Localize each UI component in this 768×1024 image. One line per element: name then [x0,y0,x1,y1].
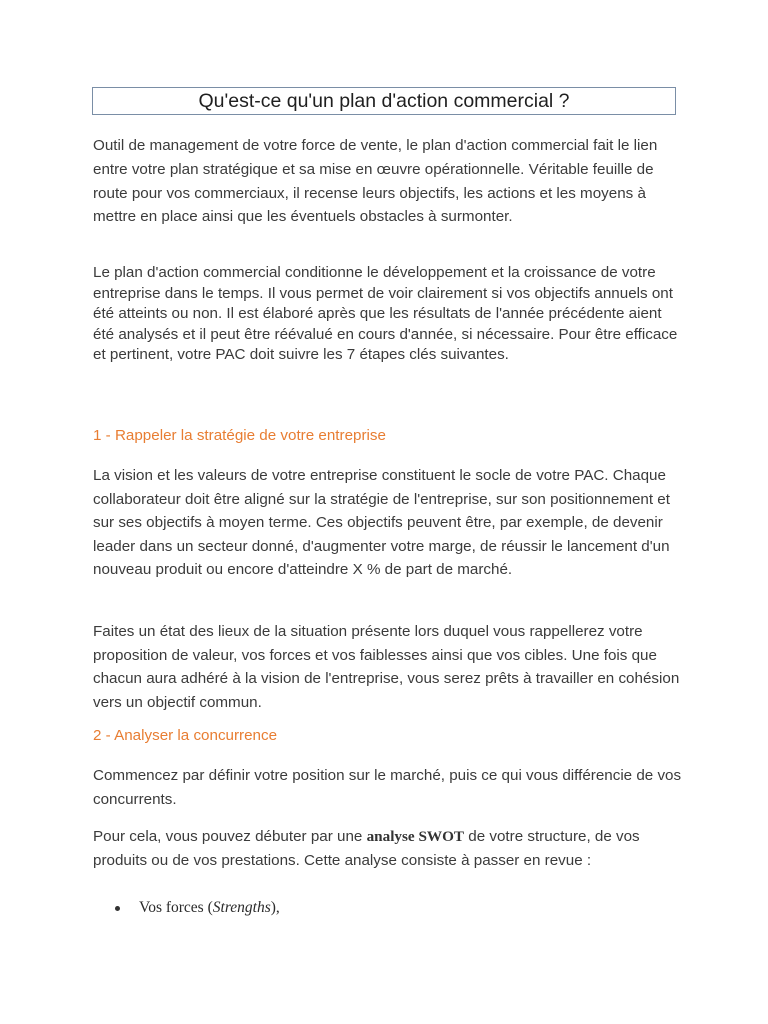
paragraph-etat-des-lieux: Faites un état des lieux de la situation présente lors duquel vous rappellerez votre proposition de valeur, vos forces et vos faiblesses ainsi que vos cibles. Une fois que chacun aura adhéré à la vision de l'entreprise, vous serez prêts à travailler en cohésion vers un objectif commun. [93,623,680,711]
section-heading-step-2: 2 - Analyser la concurrence [93,727,278,744]
list-item-italic: Strengths [212,899,271,916]
paragraph-position: Commencez par définir votre position sur le marché, puis ce qui vous différencie de vos concurrents. [93,767,682,808]
list-item-end: ), [270,899,280,916]
list-item [112,897,280,919]
swot-text-after: de votre structure, de vos produits ou de vos prestations. Cette analyse consiste à passer en revue : [93,828,640,869]
paragraph-vision: La vision et les valeurs de votre entreprise constituent le socle de votre PAC. Chaque collaborateur doit être aligné sur la stratégie de l'entreprise, sur son positionnement et sur ses objectifs à moyen terme. Ces objectifs peuvent être, par exemple, de devenir leader dans un secteur donné, d'augmenter votre marge, de réussir le lancement d'un nouveau produit ou encore d'atteindre X % de part de marché. [93,467,670,579]
swot-list [112,897,280,919]
section-heading-step-1: 1 - Rappeler la stratégie de votre entreprise [93,427,386,444]
page-title: Qu'est-ce qu'un plan d'action commercial ? [92,87,676,115]
bullet-icon [115,906,120,911]
paragraph-conditions: Le plan d'action commercial conditionne le développement et la croissance de votre entreprise dans le temps. Il vous permet de voir clairement si vos objectifs annuels ont été atteints ou non. Il est élaboré après que les résultats de l'année précédente aient été analysés et il peut être réévalué en cours d'année, si nécessaire. Pour être efficace et pertinent, votre PAC doit suivre les 7 étapes clés suivantes. [93,264,678,364]
paragraph-swot [93,825,683,873]
swot-text-before: Pour cela, vous pouvez débuter par une [93,828,367,845]
paragraph-intro: Outil de management de votre force de vente, le plan d'action commercial fait le lien entre votre plan stratégique et sa mise en œuvre opérationnelle. Véritable feuille de route pour vos commerciaux, il recense leurs objectifs, les actions et les moyens à mettre en place ainsi que les éventuels obstacles à surmonter. [93,137,658,226]
swot-bold-term: analyse SWOT [366,828,465,845]
list-item-text: Vos forces ( [139,899,213,916]
